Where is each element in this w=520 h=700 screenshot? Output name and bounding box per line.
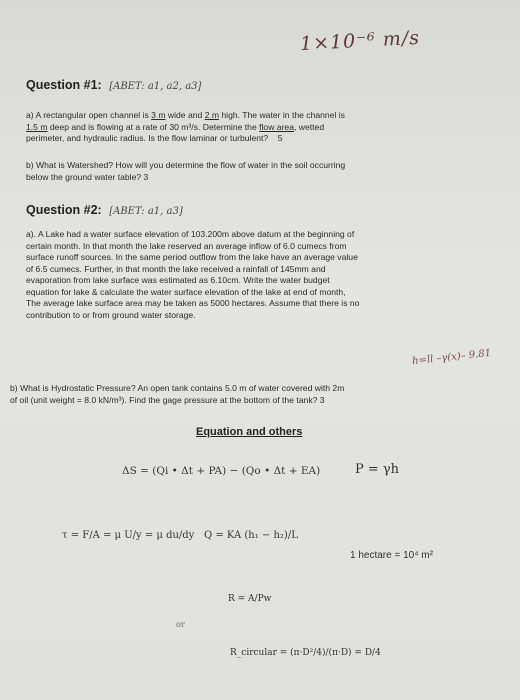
pressure-equation: P = γh xyxy=(355,462,400,477)
darcy-equation: Q = KA (h₁ − h₂)/L xyxy=(204,530,298,541)
question-1a-marks: 5 xyxy=(277,133,283,143)
or-label: or xyxy=(176,620,185,629)
question-1-abet-tag: [ABET: a1, a2, a3] xyxy=(109,81,202,92)
hectare-conversion: 1 hectare = 10⁴ m² xyxy=(350,550,433,561)
circular-radius-equation: R_circular = (π·D²/4)/(π·D) = D/4 xyxy=(230,648,381,658)
handwritten-note-side: h=ll –γ(x)– 9.81 xyxy=(411,347,492,368)
question-1a-text: a) A rectangular open channel is 3 m wide and 2 m high. The water in the channel is 1.5 m deep and is flowing at a rate of 30 m³/s. Determine the flow area, wetted perimeter, and hydraulic radius. Is the flow laminar or turbulent? 5 xyxy=(26,110,345,143)
question-1b-text: b) What is Watershed? How will you determine the flow of water in the soil occurring below the ground water table? 3 xyxy=(26,160,346,182)
question-2-abet-tag: [ABET: a1, a3] xyxy=(109,206,183,217)
question-1-title: Question #1: xyxy=(26,78,102,92)
equations-title: Equation and others xyxy=(196,426,303,438)
question-2-title: Question #2: xyxy=(26,203,102,217)
question-2-heading xyxy=(26,203,183,217)
question-1-heading xyxy=(26,78,201,92)
hydraulic-radius-equation: R = A/Pw xyxy=(228,594,272,604)
handwritten-note-top: 1×10⁻⁶ m/s xyxy=(299,26,421,56)
question-2a-text: a). A Lake had a water surface elevation of 103.200m above datum at the beginning of certain month. In that month the lake reserved an average inflow of 6.0 cumecs from surface runoff sources. In the same period outflow from the lake have an average value of 6.5 cumecs. Further, in that month the lake received a rainfall of 145mm and evaporation from lake surface was estimated as 6.10cm. Write the water budget equation for lake & calculate the water surface elevation of the lake at end of month, The average lake surface area may be taken as 5000 hectares. Assume that there is no contribution to or from ground water storage. xyxy=(26,229,360,320)
water-budget-equation: ΔS = (Qi • Δt + PA) − (Qo • Δt + EA) xyxy=(122,465,321,477)
shear-stress-equation: τ = F/A = μ U/y = μ du/dy xyxy=(62,530,195,541)
question-2b-text: b) What is Hydrostatic Pressure? An open tank contains 5.0 m of water covered with 2m of oil (unit weight = 8.0 kN/m³). Find the gage pressure at the bottom of the tank? 3 xyxy=(10,383,345,405)
